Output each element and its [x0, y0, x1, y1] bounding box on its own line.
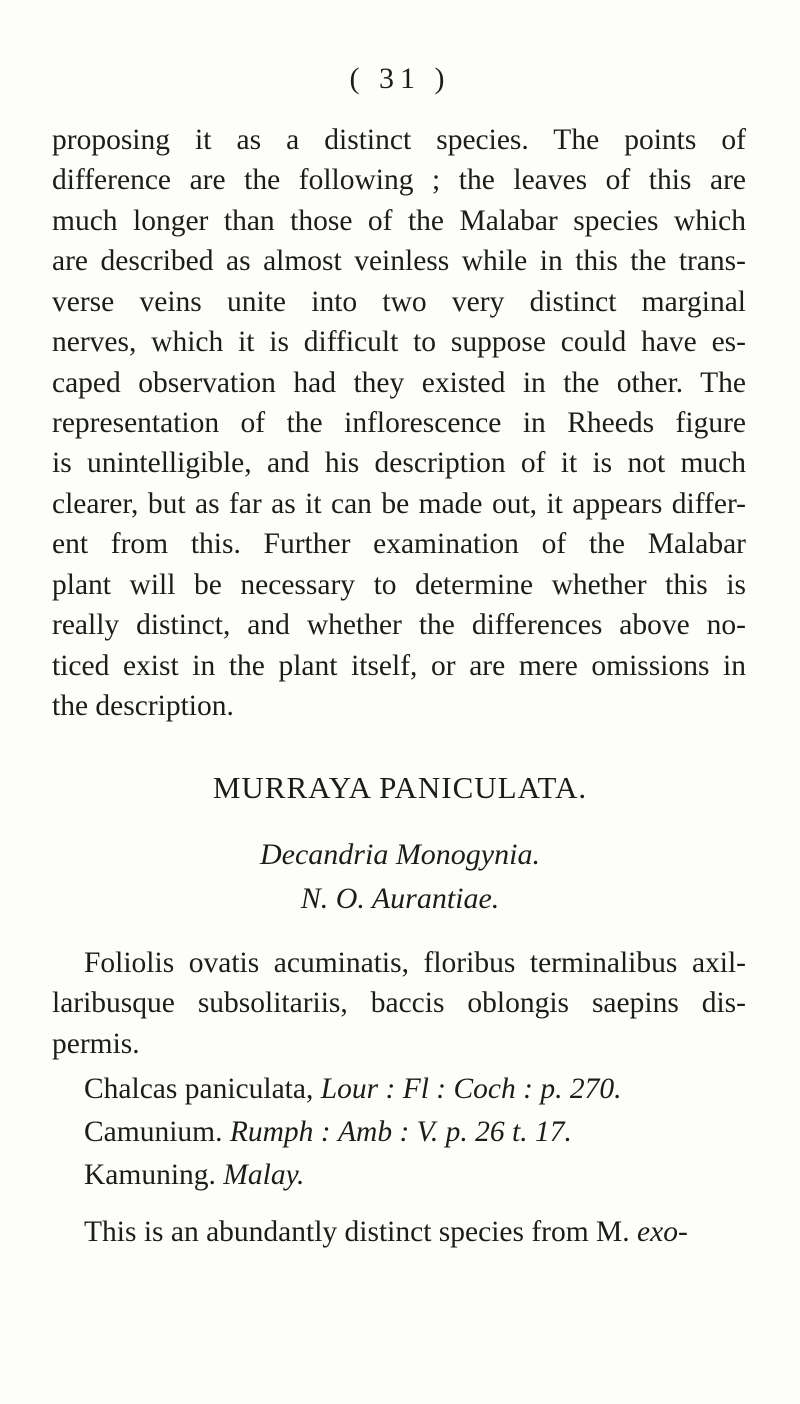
- text-line: much longer than those of the Malabar species which: [52, 205, 746, 237]
- text-line: ent from this. Further examination of the Malabar: [52, 528, 746, 560]
- synonym-author: Lour : Fl: [320, 1073, 429, 1105]
- text-line: really distinct, and whether the differences above no-: [52, 609, 746, 641]
- text-line: laribusque subsolitariis, baccis oblongis saepins dis-: [52, 987, 746, 1019]
- closing-text: This is an abundantly distinct species from M.: [84, 1216, 630, 1248]
- synonym-chalcas: [84, 1069, 744, 1109]
- synonym-name: Chalcas paniculata,: [84, 1073, 314, 1105]
- text-line: verse veins unite into two very distinct marginal: [52, 286, 746, 318]
- synonym-camunium: [84, 1112, 744, 1152]
- text-line: ticed exist in the plant itself, or are mere omissions in: [52, 650, 746, 682]
- class-order-subheading: Decandria Monogynia.: [260, 838, 540, 871]
- closing-italic: exo-: [637, 1216, 688, 1248]
- synonym-name: Camunium.: [84, 1116, 223, 1148]
- text-line: clearer, but as far as it can be made out, it appears differ-: [52, 488, 746, 520]
- section-heading: MURRAYA PANICULATA.: [212, 770, 588, 805]
- synonym-kamuning: [84, 1155, 744, 1195]
- text-line: plant will be necessary to determine whether this is: [52, 569, 746, 601]
- text-line: nerves, which it is difficult to suppose could have es-: [52, 326, 746, 358]
- text-line: representation of the inflorescence in Rheeds figure: [52, 407, 746, 439]
- text-line: is unintelligible, and his description of it is not much: [52, 447, 746, 479]
- page-number: ( 31 ): [349, 62, 451, 95]
- closing-line: [84, 1212, 746, 1252]
- synonym-author: Rumph :: [229, 1116, 331, 1148]
- text-line: the description.: [52, 690, 234, 722]
- synonym-name: Kamuning.: [84, 1159, 216, 1191]
- text-line: caped observation had they existed in the other. The: [52, 367, 746, 399]
- natural-order-subheading: N. O. Aurantiae.: [300, 882, 500, 915]
- synonym-reference: : Coch : p. 270.: [436, 1073, 622, 1105]
- text-line: Foliolis ovatis acuminatis, floribus terminalibus axil-: [84, 947, 746, 979]
- text-line: are described as almost veinless while in this the trans-: [52, 245, 746, 277]
- synonym-reference: : V. p. 26 t. 17.: [399, 1116, 572, 1148]
- synonym-language: Malay.: [223, 1159, 305, 1191]
- synonym-work: Amb: [338, 1116, 393, 1148]
- text-line: permis.: [52, 1028, 140, 1060]
- text-line: proposing it as a distinct species. The points of: [52, 124, 746, 156]
- text-line: difference are the following ; the leaves of this are: [52, 164, 746, 196]
